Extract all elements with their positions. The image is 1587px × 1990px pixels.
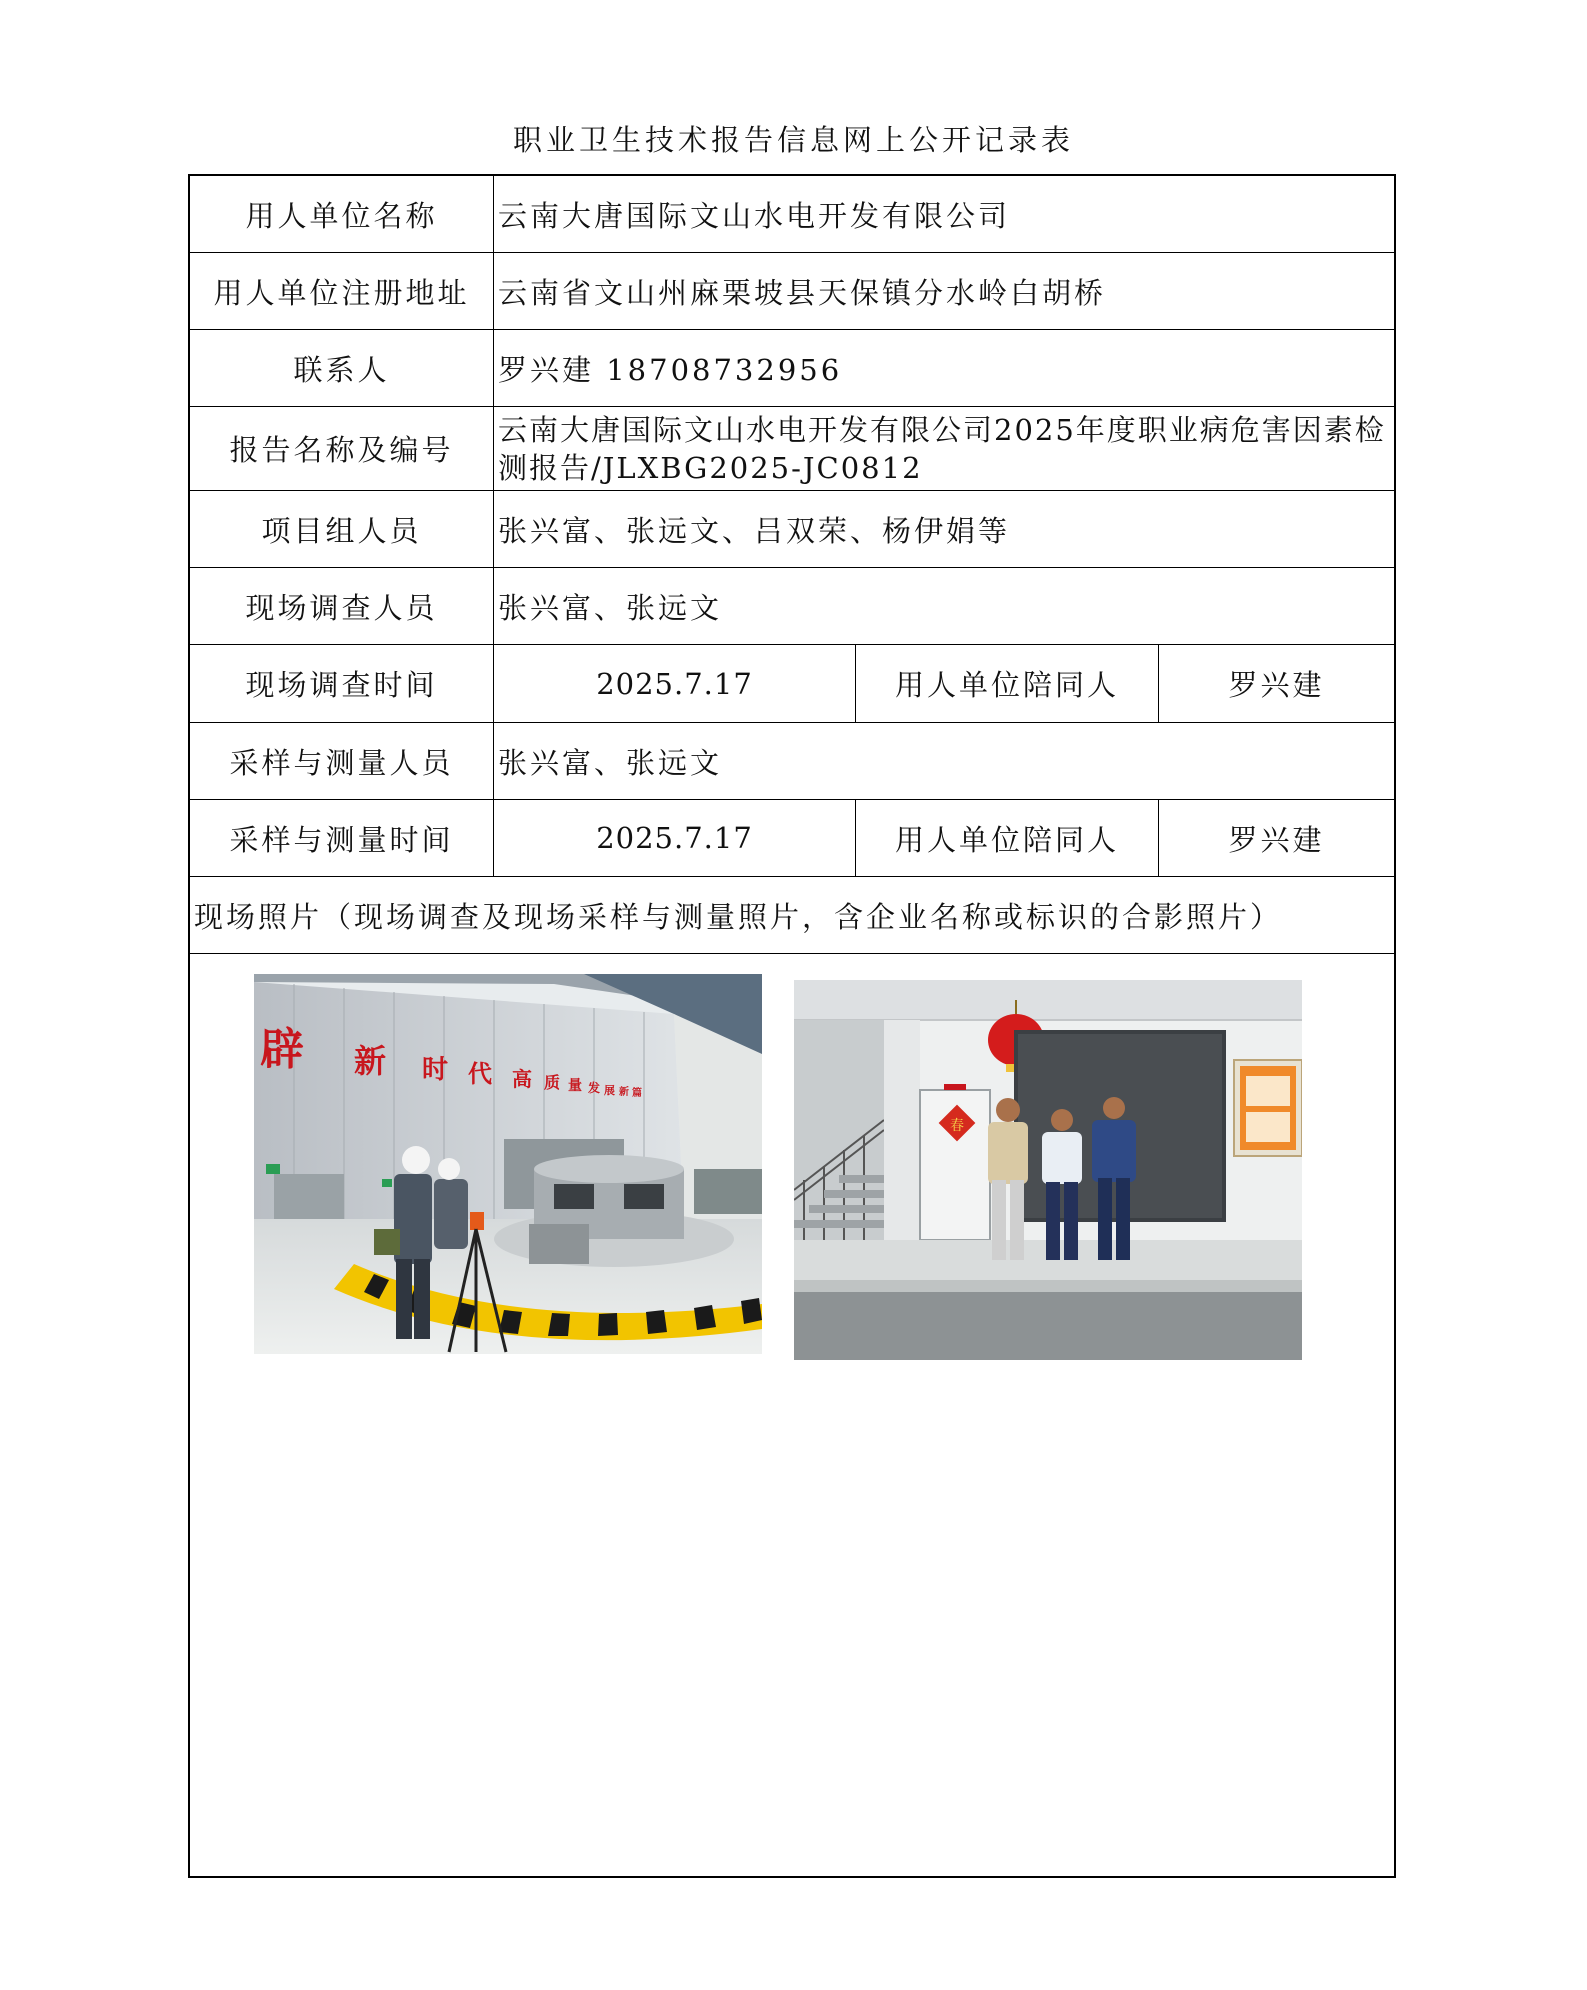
slogan-char: 质	[544, 1073, 561, 1092]
row-sampling-staff	[190, 723, 1394, 800]
survey-staff-value: 张兴富、张远文	[498, 590, 723, 625]
row-address	[190, 253, 1394, 330]
company-name-label: 用人单位名称	[190, 176, 494, 252]
row-survey-time	[190, 645, 1394, 723]
team-label: 项目组人员	[190, 491, 494, 567]
row-sampling-time	[190, 800, 1394, 877]
slogan-char: 新	[619, 1087, 629, 1098]
slogan-char: 代	[468, 1060, 492, 1088]
survey-staff-label: 现场调查人员	[190, 568, 494, 644]
company-name-value: 云南大唐国际文山水电开发有限公司	[498, 198, 1011, 233]
contact-label: 联系人	[190, 330, 494, 406]
photos-heading: 现场照片（现场调查及现场采样与测量照片，含企业名称或标识的合影照片）	[194, 899, 1283, 934]
survey-companion-value: 罗兴建	[1228, 668, 1325, 702]
door-couplet: 春	[950, 1118, 964, 1134]
sampling-companion-value: 罗兴建	[1228, 822, 1325, 857]
sampling-time-label: 采样与测量时间	[190, 800, 494, 876]
slogan-char: 篇	[632, 1088, 642, 1099]
group-photo	[794, 980, 1302, 1360]
report-label: 报告名称及编号	[190, 407, 494, 490]
slogan-char: 发	[588, 1081, 601, 1095]
row-company-name	[190, 176, 1394, 253]
row-report	[190, 407, 1394, 491]
contact-value: 罗兴建 18708732956	[498, 352, 843, 387]
address-label: 用人单位注册地址	[190, 253, 494, 329]
record-table	[188, 174, 1396, 1878]
row-team	[190, 491, 1394, 568]
page-title: 职业卫生技术报告信息网上公开记录表	[512, 123, 1074, 157]
row-contact	[190, 330, 1394, 407]
sampling-staff-value: 张兴富、张远文	[498, 745, 723, 780]
slogan-char: 高	[512, 1067, 532, 1091]
slogan-char: 时	[422, 1055, 449, 1085]
survey-companion-label: 用人单位陪同人	[856, 645, 1159, 722]
slogan-char: 辟	[260, 1024, 304, 1075]
sampling-staff-label: 采样与测量人员	[190, 723, 494, 799]
site-measurement-photo	[254, 974, 762, 1354]
row-survey-staff	[190, 568, 1394, 645]
survey-time-value: 2025.7.17	[494, 645, 856, 722]
team-value: 张兴富、张远文、吕双荣、杨伊娟等	[498, 513, 1011, 548]
slogan-char: 量	[568, 1078, 582, 1094]
address-value: 云南省文山州麻栗坡县天保镇分水岭白胡桥	[498, 275, 1107, 310]
row-photos-heading	[190, 877, 1394, 954]
sampling-companion-label: 用人单位陪同人	[856, 800, 1159, 876]
slogan-char: 展	[604, 1084, 615, 1097]
sampling-time-value: 2025.7.17	[494, 800, 856, 876]
survey-time-label: 现场调查时间	[190, 645, 494, 722]
report-value: 云南大唐国际文山水电开发有限公司2025年度职业病危害因素检测报告/JLXBG2025-JC0812	[498, 412, 1386, 485]
slogan-char: 新	[354, 1042, 387, 1080]
